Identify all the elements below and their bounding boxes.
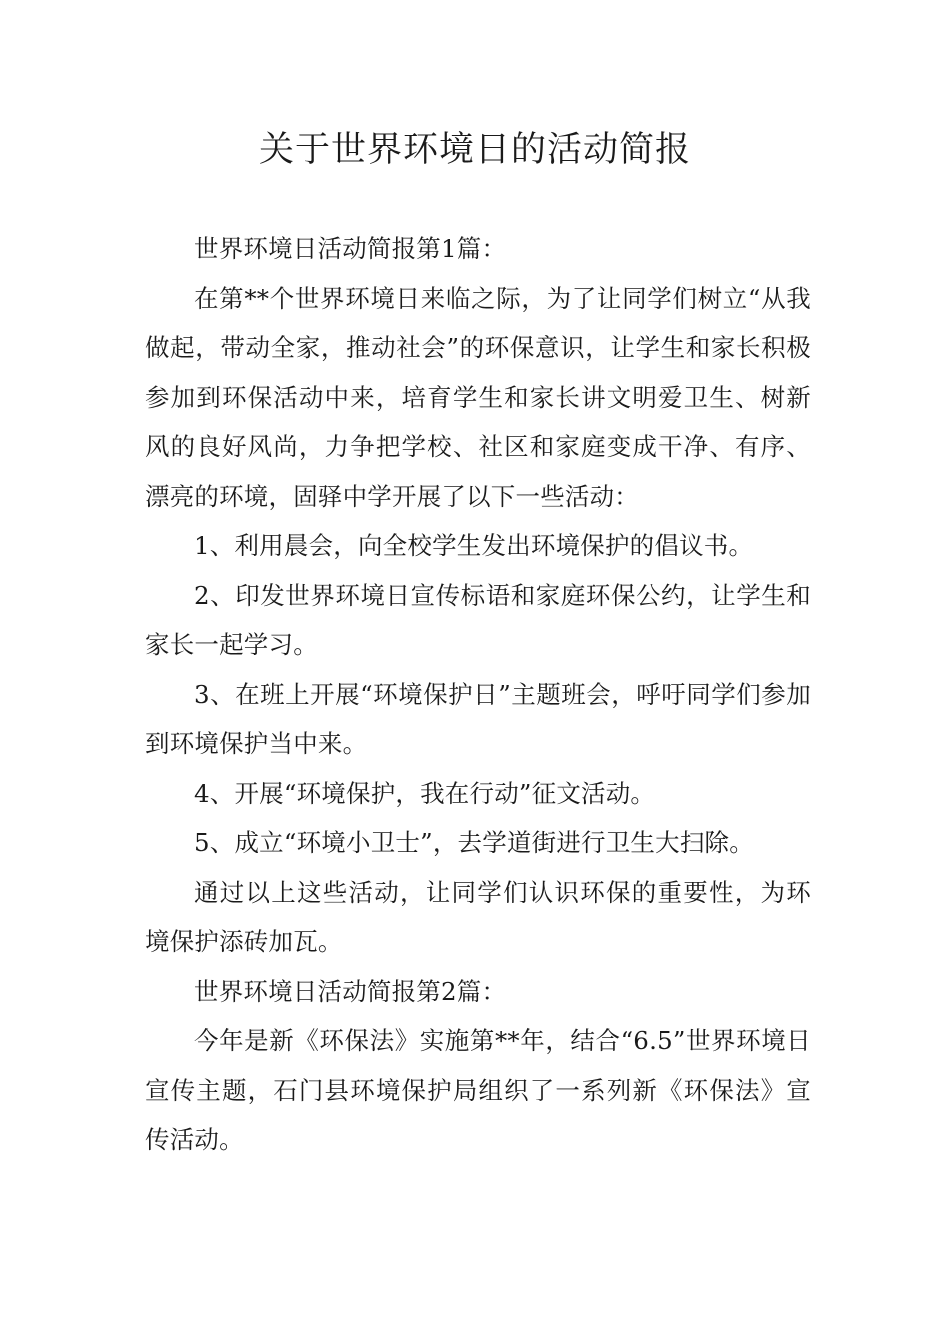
document-title: 关于世界环境日的活动简报 [258, 130, 691, 170]
list-item-4: 4、开展“环境保护，我在行动”征文活动。 [194, 778, 656, 808]
list-item-5: 5、成立“环境小卫士”，去学道街进行卫生大扫除。 [194, 828, 754, 857]
section-heading-2: 世界环境日活动简报第2篇： [194, 976, 507, 1006]
section-heading-1: 世界环境日活动简报第1篇： [194, 234, 507, 263]
list-item-3: 3、在班上开展“环境保护日”主题班会，呼吁同学们参加到环境保护当中来。 [145, 679, 811, 758]
intro-paragraph: 在第**个世界环境日来临之际，为了让同学们树立“从我做起，带动全家，推动社会”的环保意识，让学生和家长积极参加到环保活动中来，培育学生和家长讲文明爱卫生、树新风的良好风尚，力争把学校、社区和家庭变成干净、有序、漂亮的环境，固驿中学开展了以下一些活动： [145, 283, 811, 511]
list-item-1: 1、利用晨会，向全校学生发出环境保护的倡议书。 [194, 531, 754, 560]
section-2-paragraph: 今年是新《环保法》实施第**年，结合“6.5”世界环境日宣传主题，石门县环境保护局组织了一系列新《环保法》宣传活动。 [145, 1026, 811, 1154]
list-item-2: 2、印发世界环境日宣传标语和家庭环保公约，让学生和家长一起学习。 [145, 580, 811, 659]
document-body [145, 224, 811, 1165]
summary-paragraph: 通过以上这些活动，让同学们认识环保的重要性，为环境保护添砖加瓦。 [145, 877, 811, 956]
